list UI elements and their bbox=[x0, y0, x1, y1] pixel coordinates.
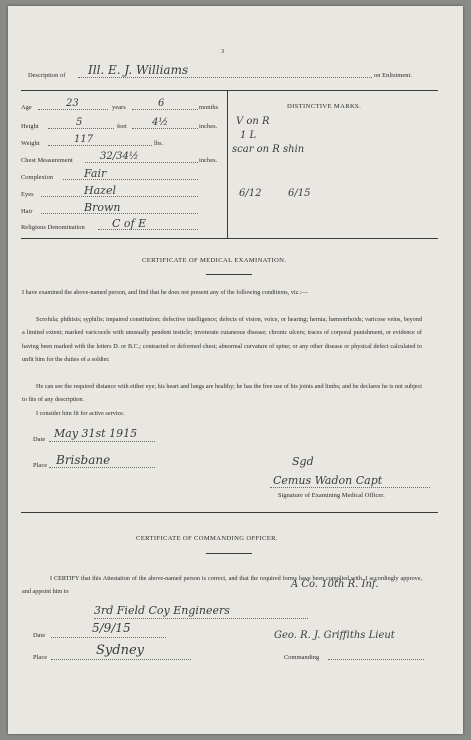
commanding-dots bbox=[328, 659, 424, 660]
eyes-dots bbox=[41, 196, 198, 197]
medical-date-label: Date bbox=[33, 436, 46, 443]
medical-date-value: May 31st 1915 bbox=[54, 427, 138, 440]
distinctive-marks-heading: DISTINCTIVE MARKS. bbox=[287, 103, 362, 110]
description-dotted-line bbox=[78, 77, 372, 78]
medical-signature-dots bbox=[270, 487, 430, 488]
height-label: Height bbox=[21, 123, 39, 130]
complexion-value: Fair bbox=[84, 167, 107, 180]
mark-line-2: 1 L bbox=[240, 130, 257, 141]
weight-dots bbox=[48, 145, 152, 146]
commanding-heading-rule bbox=[206, 553, 252, 554]
medical-conditions: Scrofula; phthisis; syphilis; impaired constitution; defective intelligence; defects of vision, voice, or hearing; hernia; hæmorrhoids; varicose veins, beyond a limited extent; marked varicocele with unusually pendent testicle; inveterate cutaneous disease; chronic ulcers; traces of corporal punishment, or evidence of having been marked with the letters D. or B.C.; contracted or deformed chest; abnormal curvature of spine; or any other disease or physical defect calculated to unfit him for the duties of a soldier. bbox=[22, 316, 422, 364]
weight-unit: lbs. bbox=[154, 140, 164, 147]
age-years-unit: years bbox=[112, 104, 126, 111]
mark-extra-left: 6/12 bbox=[239, 188, 262, 199]
section-separator bbox=[21, 512, 438, 513]
page-number: 3 bbox=[221, 48, 225, 55]
medical-place-label: Place bbox=[33, 462, 48, 469]
box-divider bbox=[227, 90, 228, 239]
commanding-place-value: Sydney bbox=[96, 643, 144, 658]
medical-place-dots bbox=[49, 467, 155, 468]
medical-place-value: Brisbane bbox=[56, 453, 111, 467]
commanding-signature: Geo. R. J. Griffiths Lieut bbox=[274, 630, 395, 641]
commanding-date-label: Date bbox=[33, 632, 46, 639]
medical-fit: I consider him fit for active service. bbox=[36, 410, 125, 417]
medical-heading-rule bbox=[206, 274, 252, 275]
commanding-appoint-value: A Co. 10th R. Inf. bbox=[291, 579, 379, 590]
age-years-value: 23 bbox=[66, 98, 79, 109]
height-feet-dots bbox=[48, 128, 114, 129]
on-enlistment-label: on Enlistment. bbox=[374, 72, 412, 79]
medical-distance: He can see the required distance with either eye; his heart and lungs are healthy; he has the free use of his joints and limbs; and he declares he is not subject to fits of any description. bbox=[22, 383, 422, 404]
medical-signature-label: Signature of Examining Medical Officer. bbox=[278, 492, 385, 499]
medical-sgd: Sgd bbox=[292, 455, 314, 468]
medical-intro: I have examined the above-named person, and find that he does not present any of the following conditions, viz.:— bbox=[22, 289, 308, 296]
commanding-text: I CERTIFY that this Attestation of the above-named person is correct, and that the required forms have been complied with. I accordingly approve, and appoint him to bbox=[22, 575, 422, 596]
soldier-name: Ill. E. J. Williams bbox=[88, 63, 189, 77]
eyes-label: Eyes bbox=[21, 191, 34, 198]
medical-date-dots bbox=[49, 441, 155, 442]
mark-line-1: V on R bbox=[236, 116, 270, 127]
commanding-heading: CERTIFICATE OF COMMANDING OFFICER. bbox=[136, 535, 278, 542]
unit-dots bbox=[94, 618, 308, 619]
eyes-value: Hazel bbox=[84, 184, 116, 197]
height-feet-unit: feet bbox=[117, 123, 127, 130]
commanding-place-dots bbox=[51, 659, 191, 660]
chest-value: 32/34½ bbox=[100, 151, 139, 162]
commanding-label: Commanding bbox=[284, 654, 320, 661]
complexion-label: Complexion bbox=[21, 174, 54, 181]
height-inches-dots bbox=[132, 128, 198, 129]
box-top-rule bbox=[21, 90, 438, 91]
chest-label: Chest Measurement bbox=[21, 157, 73, 164]
age-months-value: 6 bbox=[158, 98, 165, 109]
age-months-dots bbox=[132, 109, 198, 110]
weight-value: 117 bbox=[74, 134, 94, 145]
chest-unit: inches. bbox=[199, 157, 218, 164]
height-feet-value: 5 bbox=[76, 117, 83, 128]
mark-line-3: scar on R shin bbox=[232, 144, 305, 155]
height-inches-value: 4½ bbox=[152, 117, 169, 128]
box-bottom-rule bbox=[21, 238, 438, 239]
age-label: Age bbox=[21, 104, 32, 111]
chest-dots bbox=[85, 162, 198, 163]
description-label: Description of bbox=[28, 72, 66, 79]
religion-label: Religious Denomination bbox=[21, 224, 85, 231]
attestation-page bbox=[8, 6, 463, 734]
medical-heading: CERTIFICATE OF MEDICAL EXAMINATION. bbox=[142, 257, 287, 264]
age-months-unit: months bbox=[199, 104, 219, 111]
mark-extra-right: 6/15 bbox=[288, 188, 311, 199]
hair-label: Hair bbox=[21, 208, 33, 215]
religion-value: C of E bbox=[112, 217, 147, 230]
age-dots bbox=[38, 109, 108, 110]
commanding-date-value: 5/9/15 bbox=[92, 621, 131, 635]
commanding-place-label: Place bbox=[33, 654, 48, 661]
commanding-date-dots bbox=[51, 637, 166, 638]
weight-label: Weight bbox=[21, 140, 40, 147]
medical-signer: Cemus Wadon Capt bbox=[273, 474, 383, 487]
hair-value: Brown bbox=[84, 201, 121, 214]
height-inches-unit: inches. bbox=[199, 123, 218, 130]
commanding-unit: 3rd Field Coy Engineers bbox=[94, 604, 230, 617]
